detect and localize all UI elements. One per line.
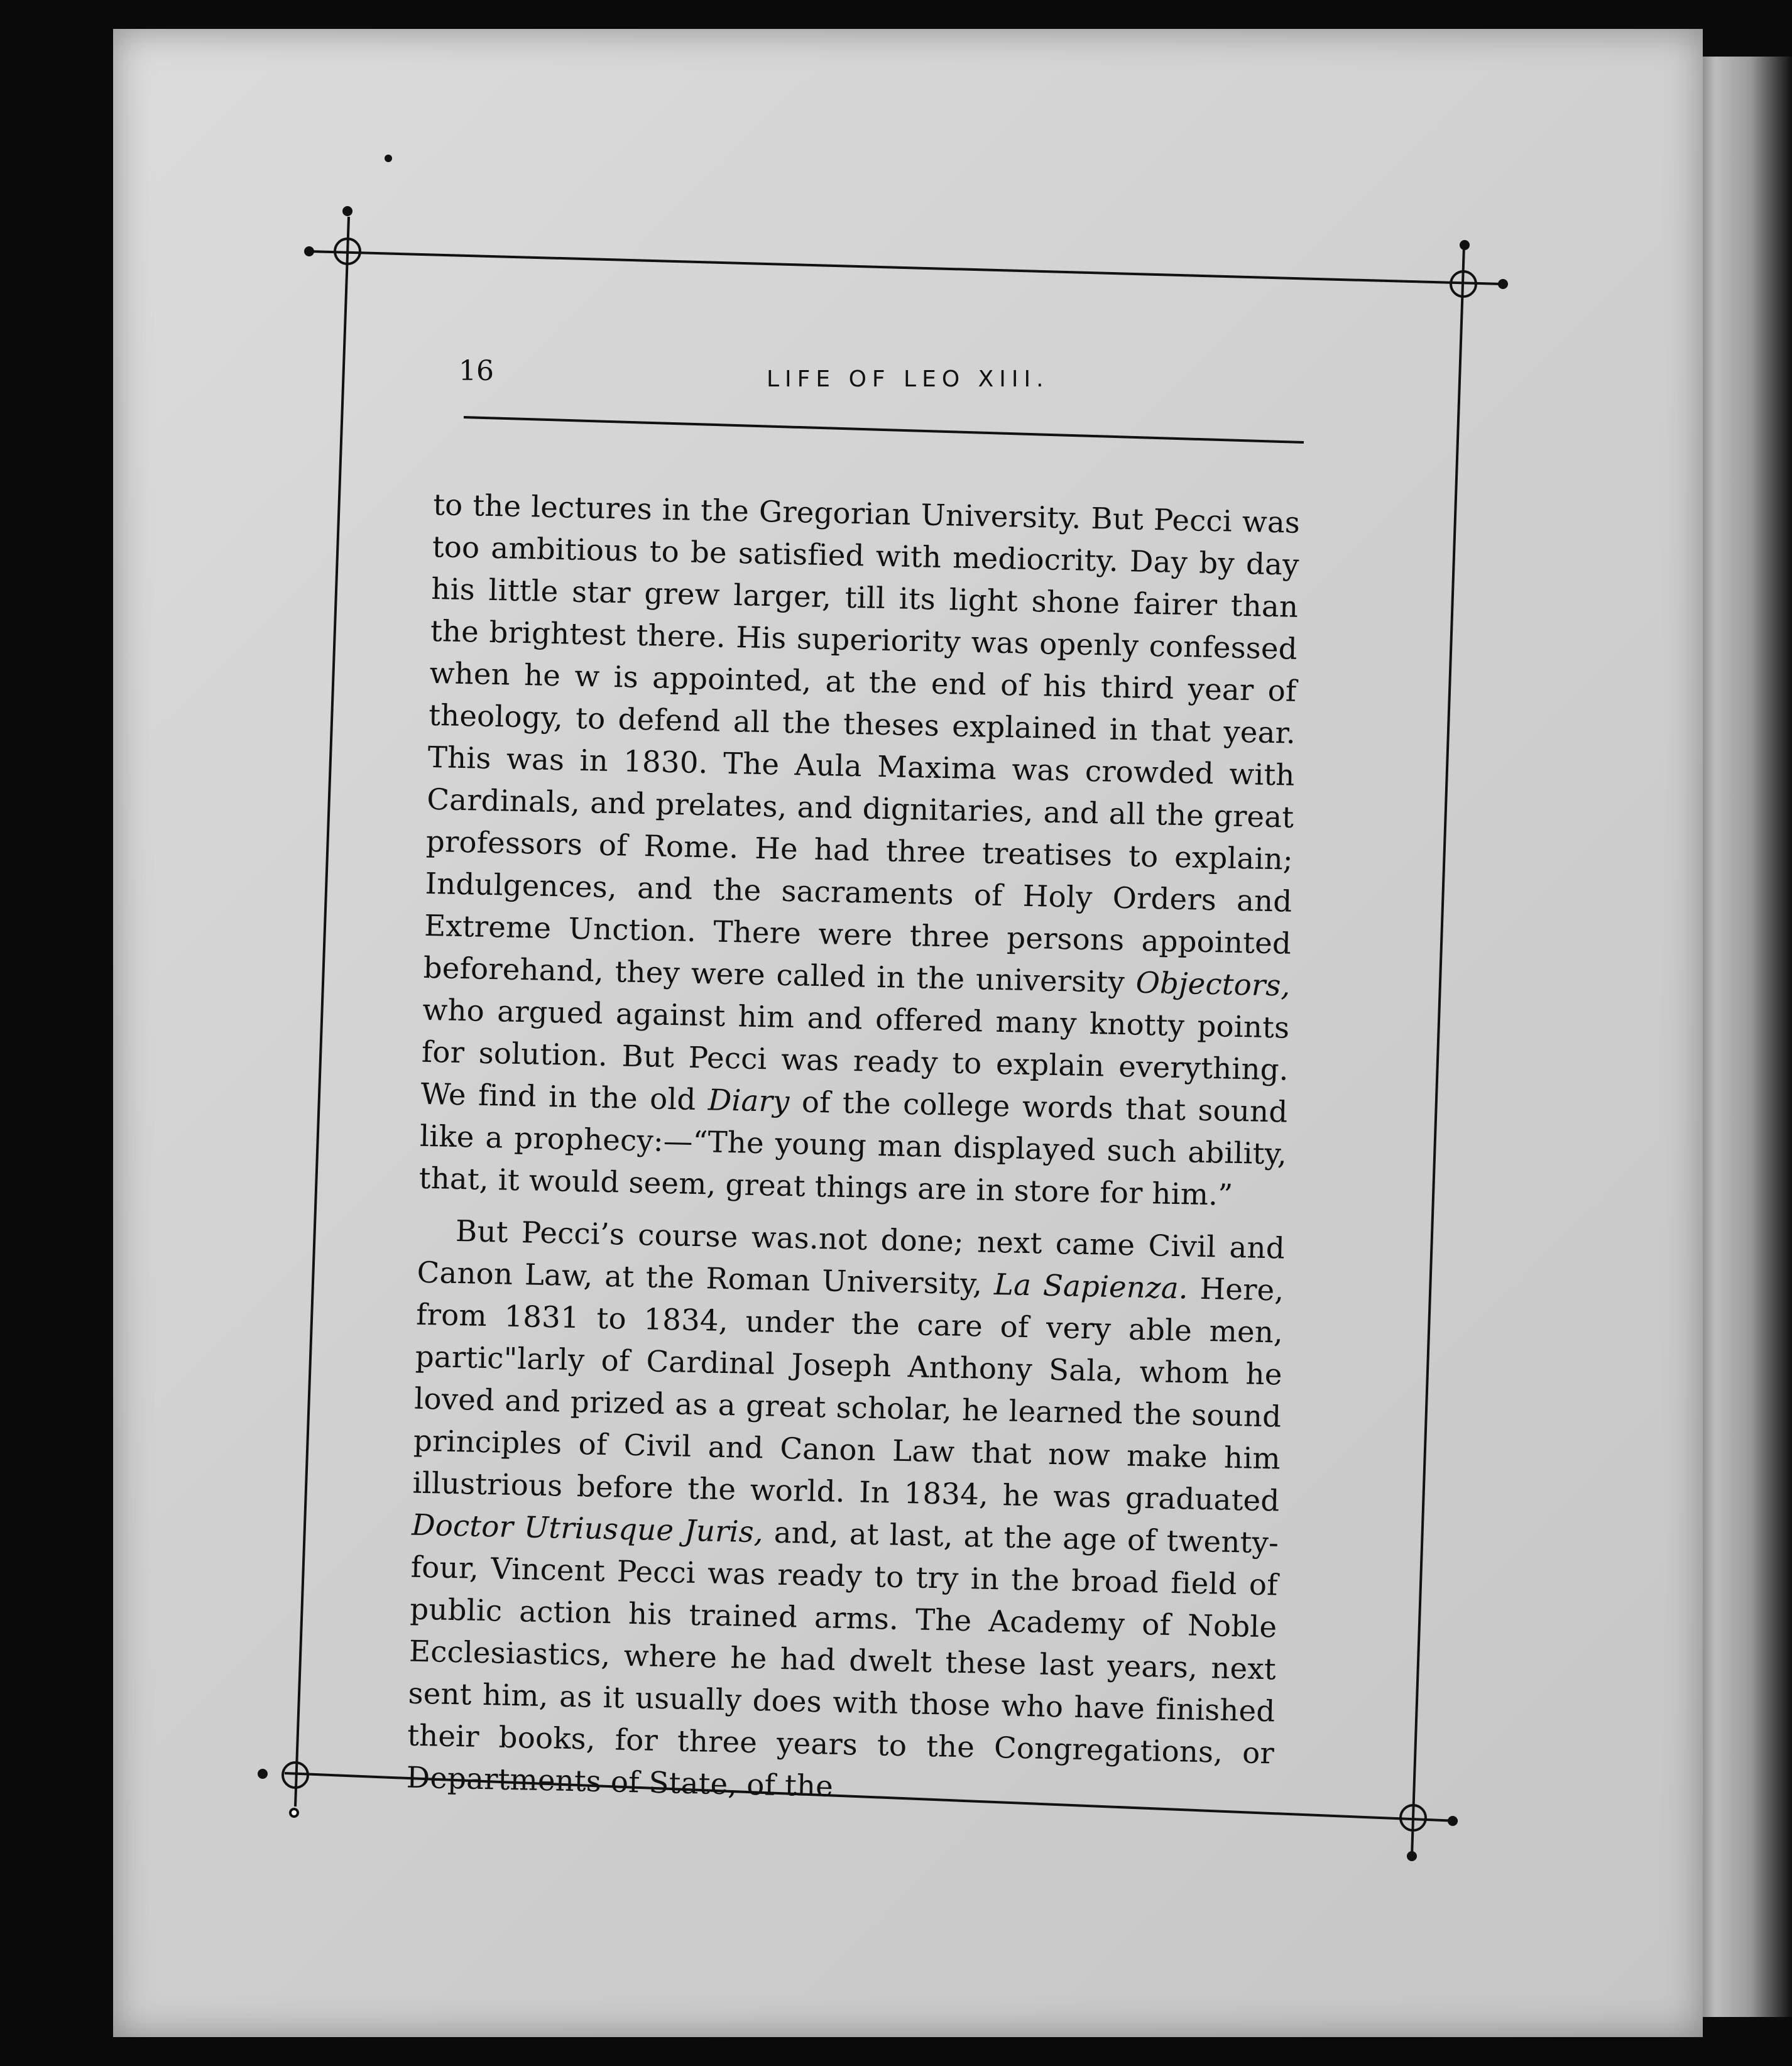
italic-term: Diary [708,1083,790,1119]
running-head [459,355,1307,405]
text-run: to the lectures in the Gregorian University. But Pecci was too ambitious to be satisfied with mediocrity. Day by day his little star grew larger, till its light shone fairer than the brightest there. His superiority was openly confessed when he w is appointed, at the end of his third year of theology, to defend all the theses explained in that year. This was in 1830. The Aula Maxima was crowded with Cardinals, and prelates, and dignitaries, and all the great professors of Rome. He had three treatises to explain; Indulgences, and the sacraments of Holy Orders and Extreme Unction. There were three persons appointed beforehand, they were called in the university [423,487,1301,1000]
body-text [406,484,1301,1817]
paragraph-1 [418,484,1301,1218]
paragraph-2 [406,1210,1285,1817]
running-title: LIFE OF LEO XIII. [767,366,1049,392]
page-number: 16 [459,355,494,387]
border-left-line [295,217,349,1806]
corner-ornament-top-left [305,207,360,264]
text-run: But Pecci’s course was.not done; next came Civil and Canon Law, at the Roman University, [417,1214,1286,1301]
text-run: of the college words that sound like a prophecy:—“The young man displayed such ability, that, it would seem, great things are in store for him.” [418,1085,1288,1212]
border-top-line [308,251,1502,284]
text-run: Here, from 1831 to 1834, under the care of very able men, partic"larly of Cardinal Joseph Anthony Sala, whom he loved and prized as a great scholar, he learned the sound principles of Civil and Canon Law that now make him illustrious before the world. In 1834, he was graduated [412,1271,1284,1518]
italic-term: Objectors, [1135,965,1291,1003]
header-rule [464,417,1304,442]
text-run: and, at last, at the age of twenty-four, Vincent Pecci was ready to try in the broad field of public action his trained arms. The Academy of Noble Ecclesiastics, where he had dwelt these last years, next sent him, as it usually does with those who have finished their books, for three years to the Congregations, or Departments of State, of the [406,1515,1279,1803]
border-right-line [1412,245,1464,1857]
corner-ornament-top-right [1451,241,1507,297]
corner-ornament-bottom-right [1401,1805,1456,1860]
corner-ornament-bottom-left [259,1763,308,1817]
italic-term: La Sapienza. [993,1267,1189,1306]
italic-term: Doctor Utriusque Juris, [411,1507,764,1550]
text-run: who argued against him and offered many knotty points for solution. But Pecci was ready to explain everything. We find in the old [420,992,1290,1117]
